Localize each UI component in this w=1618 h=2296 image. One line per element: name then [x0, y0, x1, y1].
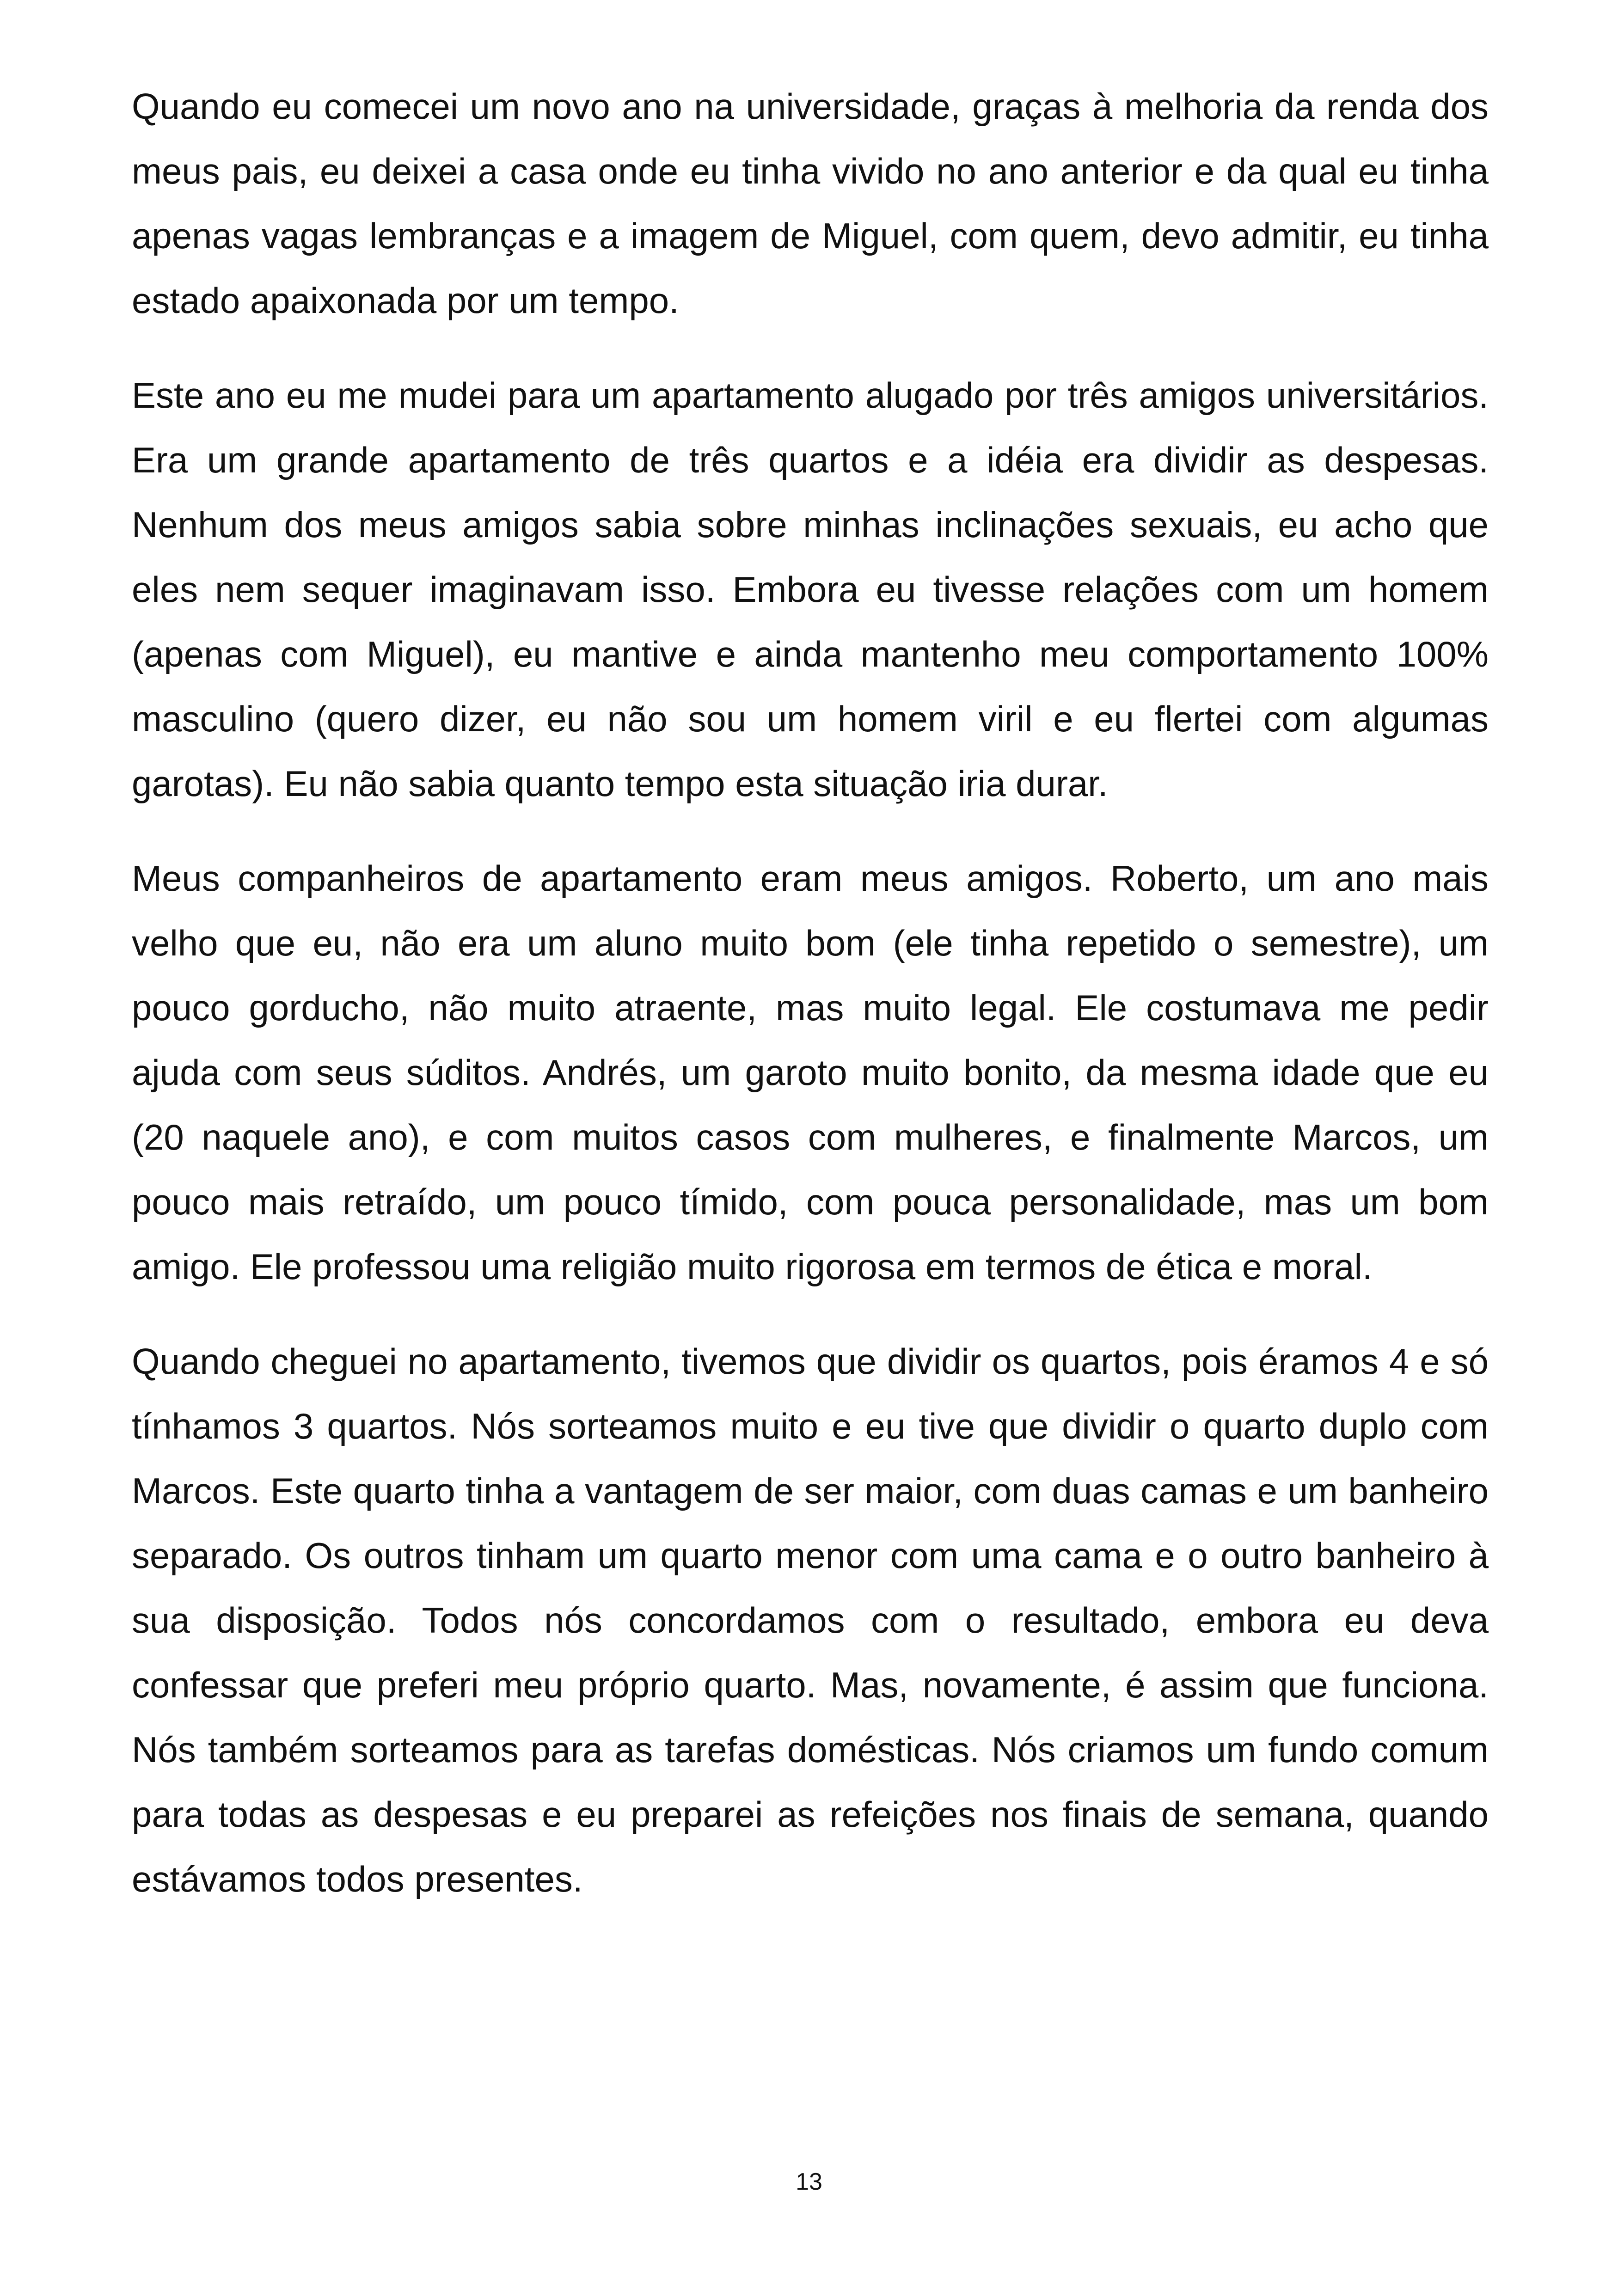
body-text — [132, 74, 1489, 1941]
paragraph: Meus companheiros de apartamento eram meus amigos. Roberto, um ano mais velho que eu, não era um aluno muito bom (ele tinha repetido o semestre), um pouco gorducho, não muito atraente, mas muito legal. Ele costumava me pedir ajuda com seus súditos. Andrés, um garoto muito bonito, da mesma idade que eu (20 naquele ano), e com muitos casos com mulheres, e finalmente Marcos, um pouco mais retraído, um pouco tímido, com pouca personalidade, mas um bom amigo. Ele professou uma religião muito rigorosa em termos de ética e moral. — [132, 858, 1489, 1287]
paragraph: Este ano eu me mudei para um apartamento alugado por três amigos universitários. Era um grande apartamento de três quartos e a idéia era dividir as despesas. Nenhum dos meus amigos sabia sobre minhas inclinações sexuais, eu acho que eles nem sequer imaginavam isso. Embora eu tivesse relações com um homem (apenas com Miguel), eu mantive e ainda mantenho meu comportamento 100% masculino (quero dizer, eu não sou um homem viril e eu flertei com algumas garotas). Eu não sabia quanto tempo esta situação iria durar. — [132, 375, 1489, 804]
page-number: 13 — [796, 2168, 822, 2195]
paragraph: Quando eu comecei um novo ano na universidade, graças à melhoria da renda dos meus pais, eu deixei a casa onde eu tinha vivido no ano anterior e da qual eu tinha apenas vagas lembranças e a imagem de Miguel, com quem, devo admitir, eu tinha estado apaixonada por um tempo. — [132, 86, 1489, 321]
paragraph: Quando cheguei no apartamento, tivemos que dividir os quartos, pois éramos 4 e só tínhamos 3 quartos. Nós sorteamos muito e eu tive que dividir o quarto duplo com Marcos. Este quarto tinha a vantagem de ser maior, com duas camas e um banheiro separado. Os outros tinham um quarto menor com uma cama e o outro banheiro à sua disposição. Todos nós concordamos com o resultado, embora eu deva confessar que preferi meu próprio quarto. Mas, novamente, é assim que funciona. Nós também sorteamos para as tarefas domésticas. Nós criamos um fundo comum para todas as despesas e eu preparei as refeições nos finais de semana, quando estávamos todos presentes. — [132, 1341, 1489, 1899]
